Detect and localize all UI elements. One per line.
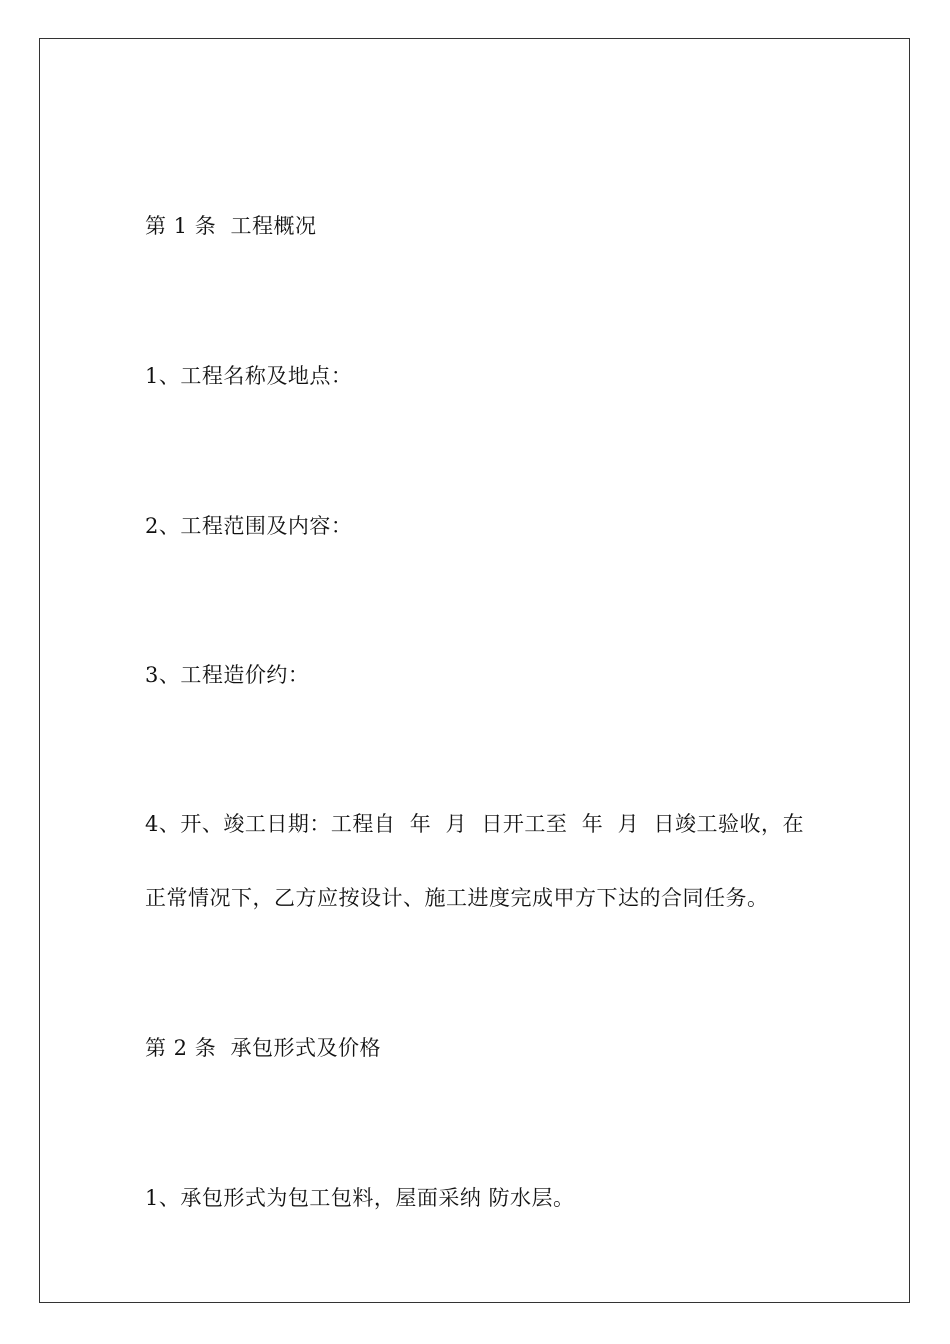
item-start-completion-dates-continued: 正常情况下，乙方应按设计、施工进度完成甲方下达的合同任务。 <box>145 886 769 910</box>
item-project-name-location: 1、工程名称及地点： <box>145 364 353 388</box>
item-start-completion-dates: 4、开、竣工日期：工程自 年 月 日开工至 年 月 日竣工验收，在 <box>145 812 804 836</box>
article-1-heading: 第 1 条 工程概况 <box>145 214 317 238</box>
item-project-cost: 3、工程造价约： <box>145 663 310 687</box>
item-contract-form: 1、承包形式为包工包料，屋面采纳 防水层。 <box>145 1186 575 1210</box>
item-project-scope: 2、工程范围及内容： <box>145 514 353 538</box>
article-2-heading: 第 2 条 承包形式及价格 <box>145 1036 382 1060</box>
